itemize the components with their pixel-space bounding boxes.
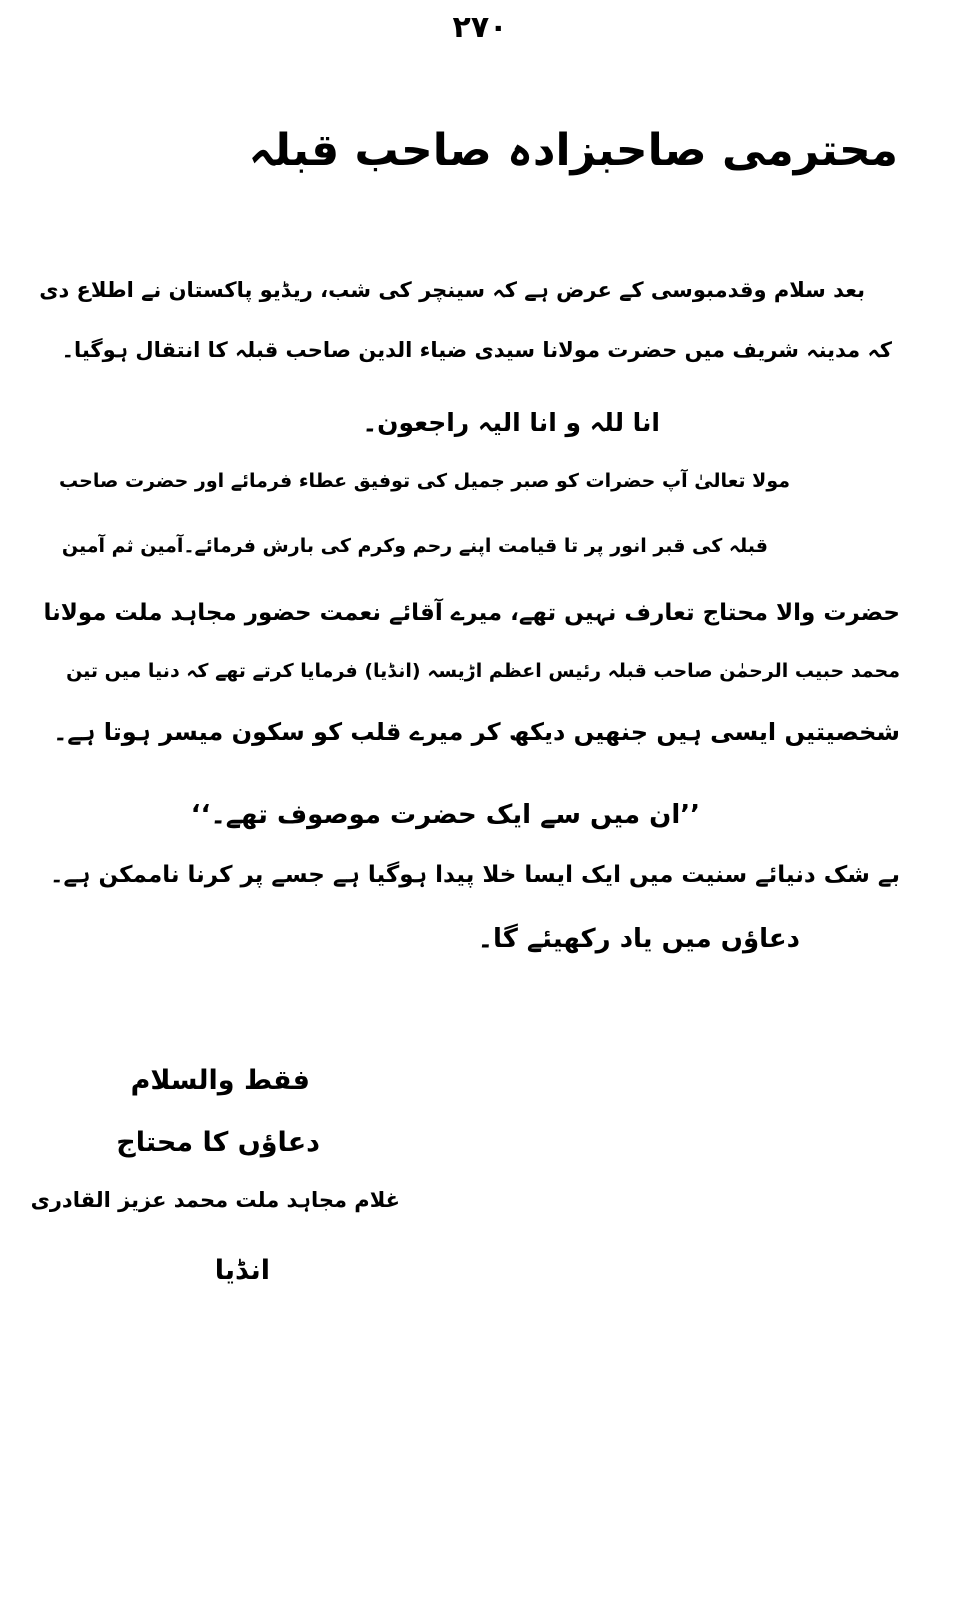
signature-line: انڈیا [214, 1255, 270, 1286]
letter-line: کہ مدینہ شریف میں حضرت مولانا سیدی ضیاء الدین صاحب قبلہ کا انتقال ہوگیا۔ [61, 338, 892, 362]
signature-line: دعاؤں کا محتاج [116, 1127, 320, 1158]
letter-line: دعاؤں میں یاد رکھیئے گا۔ [477, 924, 800, 954]
letter-line: محمد حبیب الرحمٰن صاحب قبلہ رئیس اعظم اڑیسہ (انڈیا) فرمایا کرتے تھے کہ دنیا میں تین [66, 660, 900, 682]
page-number: ۲۷۰ [452, 10, 508, 45]
letter-line: بعد سلام وقدمبوسی کے عرض ہے کہ سینچر کی شب، ریڈیو پاکستان نے اطلاع دی [39, 278, 865, 302]
letter-line: بے شک دنیائے سنیت میں ایک ایسا خلا پیدا ہوگیا ہے جسے پر کرنا ناممکن ہے۔ [50, 862, 900, 888]
signature-line: غلام مجاہد ملت محمد عزیز القادری [30, 1188, 400, 1212]
letter-line: مولا تعالیٰ آپ حضرات کو صبر جمیل کی توفیق عطاء فرمائے اور حضرت صاحب [59, 470, 790, 492]
letter-line: انا للہ و انا الیہ راجعون۔ [362, 408, 660, 437]
letter-line: ’’ان میں سے ایک حضرت موصوف تھے۔‘‘ [190, 800, 700, 830]
letter-line: حضرت والا محتاج تعارف نہیں تھے، میرے آقائے نعمت حضور مجاہد ملت مولانا [43, 600, 900, 626]
letter-salutation: محترمی صاحبزادہ صاحب قبلہ [248, 125, 898, 176]
signature-line: فقط والسلام [130, 1065, 310, 1096]
letter-line: قبلہ کی قبر انور پر تا قیامت اپنے رحم وکرم کی بارش فرمائے۔آمین ثم آمین [61, 535, 768, 557]
letter-line: شخصیتیں ایسی ہیں جنھیں دیکھ کر میرے قلب کو سکون میسر ہوتا ہے۔ [53, 718, 900, 746]
